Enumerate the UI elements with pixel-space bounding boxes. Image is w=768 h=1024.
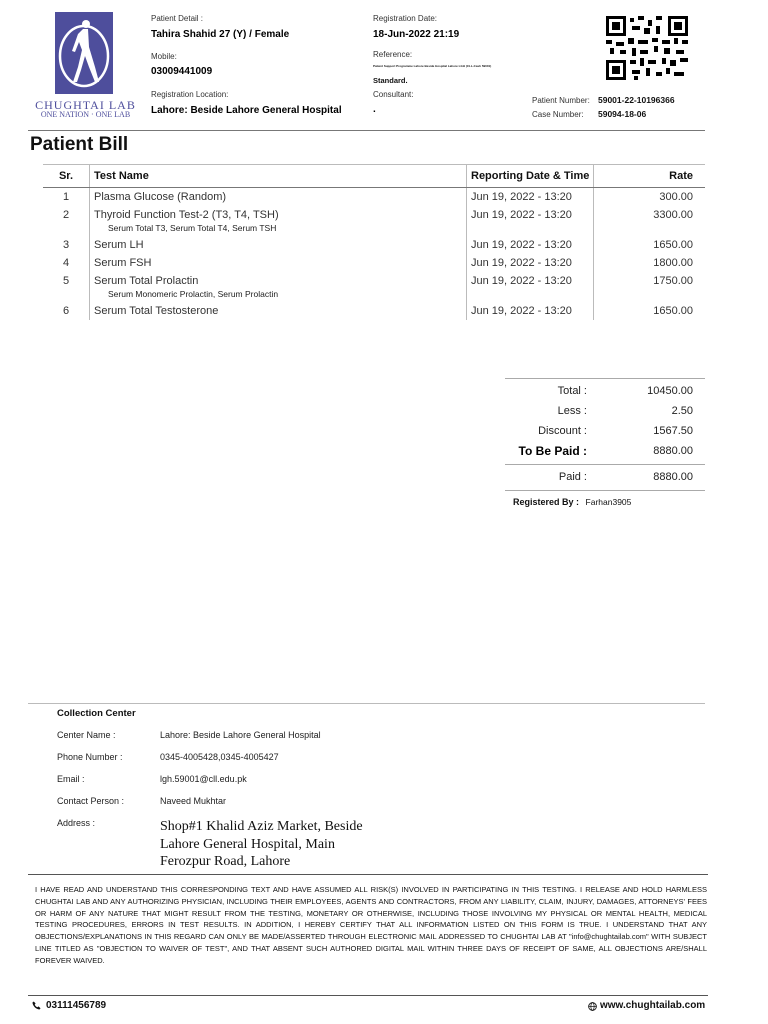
disclaimer-divider (28, 874, 708, 875)
patient-number-value: 59001-22-10196366 (598, 95, 675, 105)
email-label: Email : (57, 774, 85, 784)
case-number-label: Case Number: (532, 110, 584, 119)
table-row (43, 206, 705, 236)
center-name-value: Lahore: Beside Lahore General Hospital (160, 730, 321, 740)
row-test-name (90, 188, 467, 207)
test-components: Serum Monomeric Prolactin, Serum Prolactin (108, 289, 279, 299)
total-value: 10450.00 (647, 385, 693, 397)
discount-value: 1567.50 (653, 425, 693, 437)
page-title: Patient Bill (30, 134, 129, 155)
table-row (43, 302, 705, 320)
to-be-paid-row (505, 441, 705, 461)
row-rate: 1750.00 (653, 275, 693, 287)
test-components: Serum Total T3, Serum Total T4, Serum TSH (108, 223, 277, 233)
mobile-value: 03009441009 (151, 66, 213, 77)
footer-website[interactable]: www.chughtailab.com (600, 1000, 706, 1011)
email-row (57, 774, 363, 796)
table-row (43, 272, 705, 302)
registered-by-value: Farhan3905 (585, 497, 632, 507)
row-test-name (90, 236, 467, 254)
row-test-name (90, 206, 467, 236)
to-be-paid-label: To Be Paid : (518, 444, 587, 458)
row-rate: 300.00 (659, 191, 693, 203)
reg-date-label: Registration Date: (373, 14, 438, 23)
disclaimer-text: I HAVE READ AND UNDERSTAND THIS CORRESPONDING TEXT AND HAVE ASSUMED ALL RISK(S) INVOLVED IN PARTICIPATING IN THIS TESTING. I RELEASE AND HOLD HARMLESS CHUGHTAI LAB AND ANY AUTHORIZING PHYSICIAN, INCLUDING THEIR EMPLOYEES, AGENTS AND CONTRACTORS, FROM ANY LIABILITY, CLAIM, INJURY, DAMAGES, ATTORNEYS' FEES OR HARM OF ANY NATURE THAT MIGHT RESULT FROM THE TESTING, MONETARY OR OTHERWISE, INCLUDING THOSE INVOLVING MY PHYSICAL OR MENTAL HEALTH, MEDICAL TESTING PROCEDURES, ERRORS IN TEST RESULTS. IN ADDITION, I HEREBY CERTIFY THAT ALL INFORMATION LISTED ON THIS FORM IS TRUE. I UNDERSTAND THAT ANY OBJECTIONS/EXPLANATIONS IN THIS REGARD CAN ONLY BE MADE/ASSERTED THROUGH ELECTRONIC MAIL ADDRESSED TO CHUGHTAI LAB AT "info@chughtailab.com" WITH SUBJECT LINE TITLED AS "OBJECTION TO WAIVER OF TEST", AND THAT ABSENT SUCH AUTHORED DIGITAL MAIL WITHIN THREE DAYS OF RECEIPT OF SAME, ALL OBJECTIONS ARE/SHALL FOREVER WAIVED. (35, 885, 707, 965)
reference-value: Patient Support Programme Lahore Beside Hospital Lahore LGH (CLL-Cash 59001) (373, 64, 492, 68)
footer-divider (28, 995, 708, 996)
center-name-row (57, 730, 363, 752)
row-date: Jun 19, 2022 - 13:20 (467, 206, 594, 236)
test-name: Plasma Glucose (Random) (94, 191, 227, 203)
row-sr: 3 (62, 239, 70, 251)
header-reporting-date: Reporting Date & Time (467, 165, 594, 188)
footer-phone[interactable]: 03111456789 (46, 1000, 107, 1011)
row-test-name (90, 302, 467, 320)
center-name-label: Center Name : (57, 730, 116, 740)
patient-number-label: Patient Number: (532, 96, 590, 105)
contact-value: Naveed Mukhtar (160, 796, 227, 806)
row-date: Jun 19, 2022 - 13:20 (467, 188, 594, 207)
row-sr: 2 (62, 209, 70, 221)
row-date: Jun 19, 2022 - 13:20 (467, 272, 594, 302)
patient-detail-label: Patient Detail : (151, 14, 204, 23)
row-rate: 1650.00 (653, 305, 693, 317)
row-sr: 6 (62, 305, 70, 317)
total-label: Total : (557, 385, 587, 397)
bill-table (43, 164, 705, 320)
phone-row (57, 752, 363, 774)
collection-center (57, 708, 363, 871)
address-line: Lahore General Hospital, Main (160, 836, 335, 852)
row-test-name (90, 272, 467, 302)
address-label: Address : (57, 818, 96, 828)
logo-tagline: ONE NATION · ONE LAB (40, 110, 131, 119)
logo-name: CHUGHTAI LAB (35, 98, 136, 112)
header-test-name: Test Name (90, 165, 467, 188)
test-name: Serum Total Testosterone (94, 305, 219, 317)
paid-label: Paid : (558, 471, 587, 483)
to-be-paid-value: 8880.00 (653, 445, 693, 457)
less-row (505, 401, 705, 421)
table-row (43, 254, 705, 272)
header-divider (28, 130, 705, 131)
consultant-value: . (373, 104, 376, 115)
phone-label: Phone Number : (57, 752, 123, 762)
address-value (160, 818, 363, 871)
address-line: Shop#1 Khalid Aziz Market, Beside (160, 819, 363, 834)
reference-label: Reference: (373, 50, 413, 59)
header-sr: Sr. (43, 165, 90, 188)
lab-logo (55, 12, 113, 94)
row-sr: 4 (62, 257, 70, 269)
paid-row (505, 467, 705, 487)
test-name: Serum Total Prolactin (94, 275, 199, 287)
mobile-label: Mobile: (151, 52, 177, 61)
table-row (43, 236, 705, 254)
less-value: 2.50 (671, 405, 693, 417)
test-name: Serum FSH (94, 257, 152, 269)
contact-row (57, 796, 363, 818)
registered-by-label: Registered By : (513, 497, 580, 507)
registered-by (505, 497, 705, 507)
test-name: Serum LH (94, 239, 144, 251)
total-row (505, 381, 705, 401)
paid-value: 8880.00 (653, 471, 693, 483)
row-rate: 3300.00 (653, 209, 693, 221)
row-sr: 1 (62, 191, 70, 203)
discount-row (505, 421, 705, 441)
less-label: Less : (557, 405, 587, 417)
row-test-name (90, 254, 467, 272)
email-value[interactable]: lgh.59001@cll.edu.pk (160, 774, 247, 784)
reg-location-value: Lahore: Beside Lahore General Hospital (151, 105, 342, 116)
totals-block (505, 378, 705, 507)
row-sr: 5 (62, 275, 70, 287)
table-header-row (43, 165, 705, 188)
header-rate: Rate (594, 165, 705, 188)
contact-label: Contact Person : (57, 796, 125, 806)
consultant-label: Consultant: (373, 90, 414, 99)
patient-detail: Tahira Shahid 27 (Y) / Female (151, 29, 290, 40)
row-date: Jun 19, 2022 - 13:20 (467, 254, 594, 272)
address-row (57, 818, 363, 871)
table-row (43, 188, 705, 207)
row-date: Jun 19, 2022 - 13:20 (467, 302, 594, 320)
case-number-value: 59094-18-06 (598, 109, 647, 119)
row-rate: 1800.00 (653, 257, 693, 269)
reference-type: Standard. (373, 76, 408, 85)
phone-value: 0345-4005428,0345-4005427 (160, 752, 279, 762)
row-date: Jun 19, 2022 - 13:20 (467, 236, 594, 254)
collection-heading: Collection Center (57, 708, 136, 719)
collection-divider (28, 703, 705, 704)
reg-location-label: Registration Location: (151, 90, 229, 99)
qr-code (606, 16, 688, 80)
globe-icon (588, 1002, 597, 1014)
address-line: Ferozpur Road, Lahore (160, 854, 291, 869)
discount-label: Discount : (538, 425, 587, 437)
phone-icon (32, 1001, 41, 1013)
reg-date-value: 18-Jun-2022 21:19 (373, 29, 460, 40)
row-rate: 1650.00 (653, 239, 693, 251)
test-name: Thyroid Function Test-2 (T3, T4, TSH) (94, 209, 279, 221)
